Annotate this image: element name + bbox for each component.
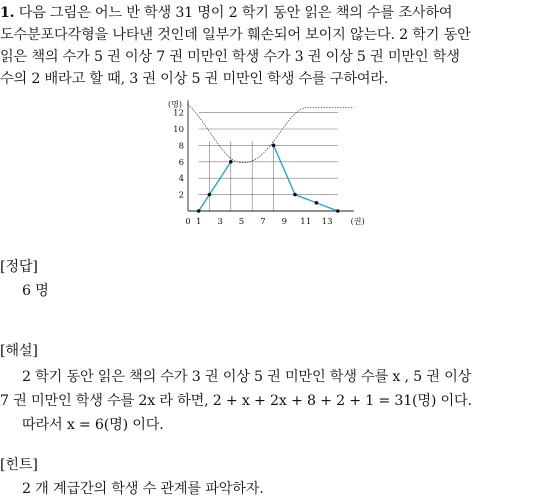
problem-line-2: 도수분포다각형을 나타낸 것인데 일부가 훼손되어 보이지 않는다. 2 학기 동안 — [0, 27, 471, 43]
torn-edge — [188, 104, 354, 162]
y-tick-label: 12 — [173, 108, 184, 119]
x-tick-label: 5 — [238, 217, 245, 227]
answer-label: [정답] — [0, 259, 38, 275]
data-point — [336, 209, 340, 213]
polygon-series-1 — [199, 162, 231, 211]
x-tick-label: 3 — [217, 217, 223, 227]
solution-label: [해설] — [0, 343, 38, 359]
y-tick-label: 10 — [173, 125, 184, 135]
solution-line-2: 7 권 미만인 학생 수를 2x 라 하면, 2 + x + 2x + 8 + 2 + 1 = 31(명) 이다. — [0, 393, 472, 409]
problem-line-3: 읽은 책의 수가 5 권 이상 7 권 미만인 학생 수가 3 권 이상 5 권 미만인 학생 — [0, 49, 460, 65]
y-tick-label: 6 — [178, 157, 184, 168]
answer-value: 6 명 — [22, 283, 49, 299]
y-tick-label: 2 — [178, 190, 184, 201]
problem-number: 1. — [0, 5, 15, 21]
problem-line-1 — [0, 3, 452, 23]
data-point — [315, 201, 319, 205]
x-tick-label: 13 — [321, 217, 333, 227]
x-axis-label: (권) — [350, 217, 365, 226]
x-tick-label: 7 — [260, 217, 266, 227]
data-point — [197, 209, 201, 213]
x-tick-label: 1 — [195, 217, 202, 227]
x-tick-label: 9 — [281, 217, 288, 227]
y-axis-label: (명) — [168, 100, 182, 109]
frequency-polygon-chart — [165, 98, 375, 233]
y-tick-label: 8 — [178, 141, 184, 152]
solution-line-3: 따라서 x = 6(명) 이다. — [22, 417, 164, 433]
problem-line-4: 수의 2 배라고 할 때, 3 권 이상 5 권 미만인 학생 수를 구하여라. — [0, 71, 389, 87]
y-tick-label: 4 — [178, 174, 184, 185]
data-point — [293, 193, 297, 197]
data-point — [272, 144, 276, 148]
x-tick-label: 11 — [300, 217, 312, 227]
problem-text-1: 다음 그림은 어느 반 학생 31 명이 2 학기 동안 읽은 책의 수를 조사하여 — [18, 5, 453, 21]
data-point — [208, 193, 212, 197]
x-tick-label: 0 — [185, 217, 191, 227]
hint-text: 2 개 계급간의 학생 수 관계를 파악하자. — [22, 481, 264, 497]
solution-line-1: 2 학기 동안 읽은 책의 수가 3 권 이상 5 권 미만인 학생 수를 x , 5 권 이상 — [22, 369, 472, 385]
data-point — [229, 160, 233, 164]
hint-label: [힌트] — [0, 457, 38, 473]
